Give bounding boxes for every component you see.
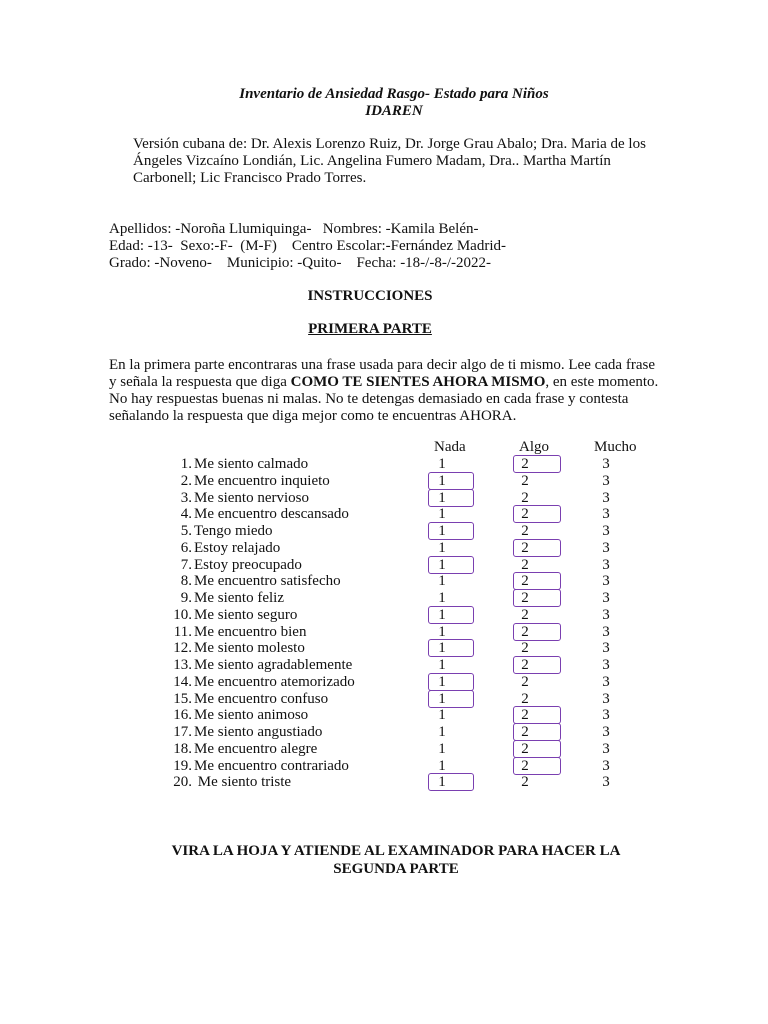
selected-answer-mark [513,723,561,741]
item-statement: Me siento agradablemente [194,657,353,673]
answer-option-2[interactable]: 2 [521,506,529,523]
answer-option-3[interactable]: 3 [602,740,610,757]
instructions-text-start: En la primera parte encontraras una frase usada para decir algo de ti mismo. Lee cada frase y señala la respuesta que diga [109,357,655,390]
item-number: 20. [173,774,192,791]
selected-answer-mark [428,606,474,624]
answer-option-2[interactable]: 2 [521,673,529,690]
answer-option-3[interactable]: 3 [602,690,610,707]
student-names: Apellidos: -Noroña Llumiquinga- Nombres: -Kamila Belén- [109,221,479,237]
answer-option-1[interactable]: 1 [438,506,446,523]
item-number: 19. [173,757,192,774]
answer-option-2[interactable]: 2 [521,556,529,573]
selected-answer-mark [428,690,474,708]
selected-answer-mark [513,623,561,641]
answer-option-2[interactable]: 2 [521,640,529,657]
list-item [0,624,768,641]
answer-option-3[interactable]: 3 [602,640,610,657]
selected-answer-mark [513,706,561,724]
answer-option-2[interactable]: 2 [521,690,529,707]
answer-option-1[interactable]: 1 [438,556,446,573]
answer-option-3[interactable]: 3 [602,539,610,556]
answer-option-2[interactable]: 2 [521,489,529,506]
answer-option-3[interactable]: 3 [602,523,610,539]
answer-option-2[interactable]: 2 [521,539,529,556]
item-statement: Me siento animoso [194,707,309,724]
answer-option-3[interactable]: 3 [602,489,610,506]
list-item [0,573,768,590]
item-statement: Me siento triste [194,774,292,791]
answer-option-2[interactable]: 2 [521,724,529,740]
item-statement: Me encuentro satisfecho [194,573,341,590]
item-statement: Me encuentro confuso [194,690,329,707]
answer-option-2[interactable]: 2 [521,707,529,724]
item-number: 8. [180,573,192,590]
selected-answer-mark [513,455,561,473]
item-number: 17. [173,724,192,740]
list-item [0,557,768,574]
answer-option-1[interactable]: 1 [438,606,446,623]
item-number: 10. [173,606,192,623]
list-item [0,758,768,775]
item-number: 12. [173,640,192,657]
item-statement: Me encuentro bien [194,623,307,640]
answer-option-3[interactable]: 3 [602,707,610,724]
item-statement: Me siento molesto [194,640,305,657]
answer-option-1[interactable]: 1 [438,740,446,757]
answer-option-1[interactable]: 1 [438,690,446,707]
selected-answer-mark [428,556,474,574]
answer-option-1[interactable]: 1 [438,590,446,606]
answer-option-2[interactable]: 2 [521,757,529,774]
list-item [0,691,768,708]
item-statement: Me siento calmado [194,456,309,472]
item-statement: Me encuentro descansado [194,506,349,523]
item-number: 18. [173,740,192,757]
answer-option-3[interactable]: 3 [602,506,610,523]
instructions-paragraph [109,357,659,425]
answer-option-3[interactable]: 3 [602,724,610,740]
selected-answer-mark [428,673,474,691]
answer-option-2[interactable]: 2 [521,606,529,623]
column-header-nada: Nada [434,439,466,455]
item-number: 15. [173,690,192,707]
selected-answer-mark [428,472,474,490]
list-item [0,590,768,607]
item-statement: Me siento feliz [194,590,284,606]
student-age-school: Edad: -13- Sexo:-F- (M-F) Centro Escolar:-Fernández Madrid- [109,238,506,254]
answer-option-1[interactable]: 1 [438,707,446,724]
column-header-mucho: Mucho [594,439,637,455]
document-subtitle: IDAREN [365,103,423,119]
item-statement: Estoy relajado [194,539,281,556]
answer-option-1[interactable]: 1 [438,623,446,640]
item-number: 7. [180,556,192,573]
version-credits: Versión cubana de: Dr. Alexis Lorenzo Ruiz, Dr. Jorge Grau Abalo; Dra. Maria de los Ángeles Vizcaíno Londián, Lic. Angelina Fumero Madam, Dra.. Martha Martín Carbonell; Lic Francisco Prado Torres. [133,136,646,186]
item-number: 2. [180,472,192,489]
answer-option-1[interactable]: 1 [438,489,446,506]
list-item [0,774,768,791]
item-number: 6. [180,539,192,556]
list-item [0,506,768,523]
answer-option-2[interactable]: 2 [521,657,529,673]
item-statement: Me siento seguro [194,606,298,623]
list-item [0,473,768,490]
instructions-emphasis: COMO TE SIENTES AHORA MISMO [290,374,546,390]
selected-answer-mark [513,589,561,607]
answer-option-3[interactable]: 3 [602,472,610,489]
answer-option-1[interactable]: 1 [438,724,446,740]
item-statement: Me encuentro atemorizado [194,673,355,690]
answer-option-2[interactable]: 2 [521,740,529,757]
footer-instruction: VIRA LA HOJA Y ATIENDE AL EXAMINADOR PARA HACER LA [171,843,621,859]
answer-option-3[interactable]: 3 [602,556,610,573]
answer-option-1[interactable]: 1 [438,640,446,657]
item-number: 9. [180,590,192,606]
answer-option-3[interactable]: 3 [602,456,610,472]
selected-answer-mark [428,489,474,507]
answer-option-1[interactable]: 1 [438,539,446,556]
answer-option-3[interactable]: 3 [602,623,610,640]
answer-option-1[interactable]: 1 [438,657,446,673]
item-statement: Me encuentro inquieto [194,472,330,489]
item-statement: Tengo miedo [194,523,273,539]
selected-answer-mark [513,539,561,557]
selected-answer-mark [513,572,561,590]
list-item [0,707,768,724]
selected-answer-mark [513,740,561,758]
item-number: 11. [173,623,192,640]
answer-option-3[interactable]: 3 [602,606,610,623]
answer-option-1[interactable]: 1 [438,774,446,791]
item-statement: Estoy preocupado [194,556,302,573]
selected-answer-mark [513,757,561,775]
answer-option-1[interactable]: 1 [438,523,446,539]
part-one-heading: PRIMERA PARTE [308,321,432,337]
item-number: 4. [180,506,192,523]
list-item [0,490,768,507]
answer-option-2[interactable]: 2 [521,774,529,791]
item-number: 3. [180,489,192,506]
item-statement: Me encuentro contrariado [194,757,349,774]
answer-option-2[interactable]: 2 [521,623,529,640]
list-item [0,741,768,758]
answer-option-1[interactable]: 1 [438,673,446,690]
answer-option-2[interactable]: 2 [521,523,529,539]
instructions-text-end: , en este momento. No hay respuestas buenas ni malas. No te detengas demasiado en cada frase y contesta señalando la respuesta que diga mejor como te encuentras AHORA. [109,374,659,424]
item-number: 5. [180,523,192,539]
item-statement: Me encuentro alegre [194,740,318,757]
answer-option-3[interactable]: 3 [602,757,610,774]
answer-option-1[interactable]: 1 [438,573,446,590]
answer-option-1[interactable]: 1 [438,456,446,472]
answer-option-3[interactable]: 3 [602,774,610,791]
document-title: Inventario de Ansiedad Rasgo- Estado para Niños [239,86,549,102]
answer-option-3[interactable]: 3 [602,573,610,590]
footer-instruction-continued: SEGUNDA PARTE [333,861,459,877]
answer-option-3[interactable]: 3 [602,673,610,690]
answer-option-1[interactable]: 1 [438,472,446,489]
item-statement: Me siento angustiado [194,724,323,740]
answer-option-3[interactable]: 3 [602,590,610,606]
list-item [0,523,768,540]
answer-option-2[interactable]: 2 [521,573,529,590]
list-item [0,674,768,691]
answer-option-2[interactable]: 2 [521,590,529,606]
item-number: 14. [173,673,192,690]
item-number: 16. [173,707,192,724]
list-item [0,540,768,557]
answer-option-3[interactable]: 3 [602,657,610,673]
item-number: 13. [173,657,192,673]
item-number: 1. [180,456,192,472]
list-item [0,607,768,624]
list-item [0,724,768,741]
list-item [0,657,768,674]
selected-answer-mark [428,773,474,791]
answer-option-2[interactable]: 2 [521,472,529,489]
selected-answer-mark [428,522,474,540]
student-grade-date: Grado: -Noveno- Municipio: -Quito- Fecha: -18-/-8-/-2022- [109,255,491,271]
list-item [0,456,768,473]
instructions-heading: INSTRUCCIONES [307,288,433,304]
selected-answer-mark [513,656,561,674]
answer-option-2[interactable]: 2 [521,456,529,472]
selected-answer-mark [428,639,474,657]
item-statement: Me siento nervioso [194,489,309,506]
column-header-algo: Algo [519,439,549,455]
list-item [0,640,768,657]
selected-answer-mark [513,505,561,523]
answer-option-1[interactable]: 1 [438,757,446,774]
